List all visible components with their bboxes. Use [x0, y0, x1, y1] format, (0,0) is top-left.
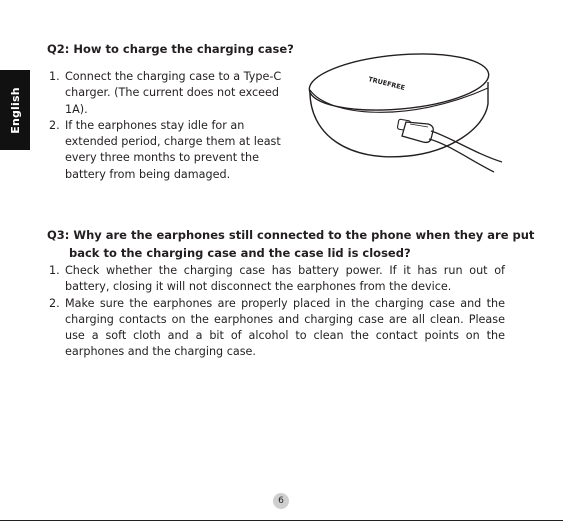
list-item-text: If the earphones stay idle for an extended period, charge them at least every three months to prevent the battery from being damaged.	[65, 118, 281, 181]
q3-heading: Q3: Why are the earphones still connected to the phone when they are put back to the charging case and the case lid is closed?	[47, 228, 535, 260]
q2-answer-list	[49, 69, 299, 183]
list-item-number: 1.	[49, 264, 60, 277]
q3-answer-list	[49, 263, 505, 361]
list-item	[49, 296, 505, 361]
list-item-text: Connect the charging case to a Type-C charger. (The current does not exceed 1A).	[65, 70, 282, 116]
page-number: 6	[278, 496, 284, 506]
language-tab-label: English	[8, 86, 22, 134]
q2-heading: Q2: How to charge the charging case?	[47, 42, 294, 56]
footer-divider	[0, 520, 563, 521]
list-item	[49, 118, 299, 183]
list-item-number: 1.	[49, 70, 60, 83]
list-item	[49, 69, 299, 118]
language-tab	[0, 70, 30, 150]
page-number-badge	[273, 493, 289, 509]
list-item-text: Make sure the earphones are properly placed in the charging case and the charging contacts on the earphones and charging case are all clean. Please use a soft cloth and a bit of alcohol to clean the contact points on the earphones and the charging case.	[65, 296, 505, 359]
list-item-number: 2.	[49, 296, 60, 310]
brand-logo-text: TRUEFREE	[367, 75, 406, 93]
list-item-number: 2.	[49, 118, 60, 132]
charging-case-with-usb-c-cable-icon	[298, 44, 504, 184]
list-item	[49, 263, 505, 296]
list-item-text: Check whether the charging case has battery power. If it has run out of battery, closing it will not disconnect the earphones from the device.	[65, 264, 505, 294]
